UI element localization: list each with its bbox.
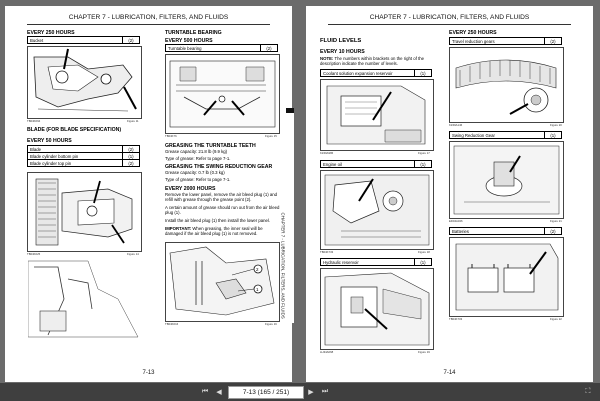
turntable-title: TURNTABLE BEARING xyxy=(165,30,222,36)
last-page-icon[interactable]: ⏭ xyxy=(321,388,329,395)
figure-caption: Figure 11 xyxy=(127,119,139,123)
row-label: Coolant solution expansion reservoir xyxy=(321,70,415,77)
coolant-figure xyxy=(320,79,434,151)
table-row xyxy=(28,160,140,167)
figure-id: TB04K016 xyxy=(165,322,179,326)
row-count: (2) xyxy=(123,160,140,167)
page-header: CHAPTER 7 - LUBRICATION, FILTERS, AND FLUIDS xyxy=(68,14,229,21)
section-title-every-10-hours: EVERY 10 HOURS xyxy=(320,49,365,55)
figure-caption: Figure 18 xyxy=(418,250,430,254)
batteries-figure xyxy=(449,237,564,317)
row-label: Swing Reduction Gear xyxy=(450,132,545,139)
row-count: (2) xyxy=(545,38,562,45)
figure-id: TB04K703 xyxy=(449,317,463,321)
paragraph: A certain amount of grease should run out from the air bleed plug (1). xyxy=(165,205,280,216)
note xyxy=(320,56,438,67)
paragraph: Remove the lower panel, remove the air bleed plug (1) and refill with grease through the grease point (2). xyxy=(165,192,278,203)
air-bleed-figure xyxy=(165,242,280,322)
figure-caption: Figure 16 xyxy=(265,322,277,326)
note-text: The numbers within brackets on the right of the description indicate the number of levels. xyxy=(320,56,425,67)
row-label: Turntable bearing xyxy=(166,45,261,52)
greasing-teeth-line: Type of grease: Refer to page 7-1. xyxy=(165,156,231,161)
row-label: Blade cylinder bottom pin xyxy=(28,153,123,160)
table-row xyxy=(321,259,432,266)
page-indicator-input[interactable]: 7-13 (165 / 251) xyxy=(228,386,304,399)
figure-id: LH34A068 xyxy=(320,350,334,354)
section-title-every-500-hours: EVERY 500 HOURS xyxy=(165,38,213,44)
row-count: (2) xyxy=(545,228,562,235)
row-count: (1) xyxy=(415,161,432,168)
row-count: (2) xyxy=(261,45,278,52)
swing-gear-figure xyxy=(449,141,564,219)
previous-page-icon[interactable]: ◀ xyxy=(216,389,222,396)
coolant-table xyxy=(320,69,432,77)
figure-id: KZ49A986 xyxy=(320,151,334,155)
fluid-levels-title: FLUID LEVELS xyxy=(320,38,362,44)
figure-caption: Figure 17 xyxy=(418,151,430,155)
table-row xyxy=(28,37,140,44)
bucket-table xyxy=(27,36,140,44)
svg-text:2: 2 xyxy=(256,267,259,272)
hydraulic-table xyxy=(320,258,432,266)
table-row xyxy=(28,146,140,153)
row-label: Batteries xyxy=(450,228,545,235)
first-page-icon[interactable]: ⏮ xyxy=(201,388,209,395)
turntable-table xyxy=(165,44,278,52)
turntable-figure xyxy=(165,54,280,134)
machine-figure-left xyxy=(27,258,142,342)
left-page xyxy=(5,6,292,382)
chapter-side-tab xyxy=(286,113,294,323)
figure-id: TB04K733 xyxy=(320,250,334,254)
table-row xyxy=(450,228,562,235)
page-number: 7-13 xyxy=(142,370,155,376)
figure-id: KZ49A146 xyxy=(449,123,463,127)
figure-id: ED04A346 xyxy=(449,219,463,223)
figure-caption: Figure 14 xyxy=(127,252,139,256)
blade-title: BLADE (FOR BLADE SPECIFICATION) xyxy=(27,127,122,133)
greasing-gear-line: Type of grease: Refer to page 7-1. xyxy=(165,177,231,182)
bucket-figure xyxy=(27,46,142,119)
next-page-icon[interactable]: ▶ xyxy=(308,389,314,396)
svg-text:1: 1 xyxy=(256,287,259,292)
row-count: (1) xyxy=(415,259,432,266)
row-count: (1) xyxy=(123,153,140,160)
important-note xyxy=(165,226,281,237)
fullscreen-icon[interactable]: ⛶ xyxy=(585,388,591,395)
header-rule xyxy=(328,24,571,25)
paragraph: Install the air bleed plug (1) then install the lower panel. xyxy=(165,218,271,223)
page-number: 7-14 xyxy=(443,370,456,376)
greasing-gear-title: GREASING THE SWING REDUCTION GEAR xyxy=(165,164,273,170)
figure-caption: Figure 15 xyxy=(265,134,277,138)
figure-id: TB04K76 xyxy=(165,134,177,138)
batteries-table xyxy=(449,227,562,235)
section-title-every-2000-hours: EVERY 2000 HOURS xyxy=(165,186,216,192)
engine-oil-figure xyxy=(320,170,434,250)
table-row xyxy=(321,70,432,77)
row-label: Bucket xyxy=(28,37,123,44)
swing-gear-table xyxy=(449,131,562,139)
section-title-every-250-hours: EVERY 250 HOURS xyxy=(449,30,497,36)
table-row xyxy=(166,45,278,52)
figure-caption: Figure 20 xyxy=(550,123,562,127)
row-label: Hydraulic reservoir xyxy=(321,259,415,266)
travel-table xyxy=(449,37,562,45)
important-label: IMPORTANT: xyxy=(165,226,192,231)
table-row xyxy=(321,161,432,168)
row-label: Blade xyxy=(28,146,123,153)
row-label: Engine oil xyxy=(321,161,415,168)
table-row xyxy=(28,153,140,160)
figure-id: TB04K025 xyxy=(27,252,41,256)
blade-figure xyxy=(27,172,142,252)
figure-id: TB04K094 xyxy=(27,119,41,123)
row-count: (1) xyxy=(545,132,562,139)
travel-figure xyxy=(449,47,564,123)
hydraulic-figure xyxy=(320,268,434,350)
section-title-every-50-hours: EVERY 50 HOURS xyxy=(27,138,72,144)
greasing-teeth-line: Grease capacity: 21.8 lb (9.9 kg) xyxy=(165,149,228,154)
right-page xyxy=(306,6,593,382)
important-text: When greasing, the inner seal will be damaged if the air bleed plug (1) is not removed. xyxy=(165,226,263,237)
row-count: (2) xyxy=(123,37,140,44)
greasing-teeth-title: GREASING THE TURNTABLE TEETH xyxy=(165,143,256,149)
row-count: (2) xyxy=(123,146,140,153)
greasing-gear-line: Grease capacity: 0.7 lb (0.3 kg) xyxy=(165,170,225,175)
note-label: NOTE: xyxy=(320,56,334,61)
viewer-toolbar xyxy=(0,383,600,401)
row-label: Travel reduction gears xyxy=(450,38,545,45)
page-header: CHAPTER 7 - LUBRICATION, FILTERS, AND FLUIDS xyxy=(369,14,530,21)
section-title-every-250-hours: EVERY 250 HOURS xyxy=(27,30,75,36)
figure-caption: Figure 21 xyxy=(550,219,562,223)
table-row xyxy=(450,38,562,45)
figure-caption: Figure 22 xyxy=(550,317,562,321)
blade-table xyxy=(27,145,140,167)
table-row xyxy=(450,132,562,139)
row-label: Blade cylinder top pin xyxy=(28,160,123,167)
row-count: (1) xyxy=(415,70,432,77)
header-rule xyxy=(27,24,270,25)
engine-oil-table xyxy=(320,160,432,168)
figure-caption: Figure 19 xyxy=(418,350,430,354)
